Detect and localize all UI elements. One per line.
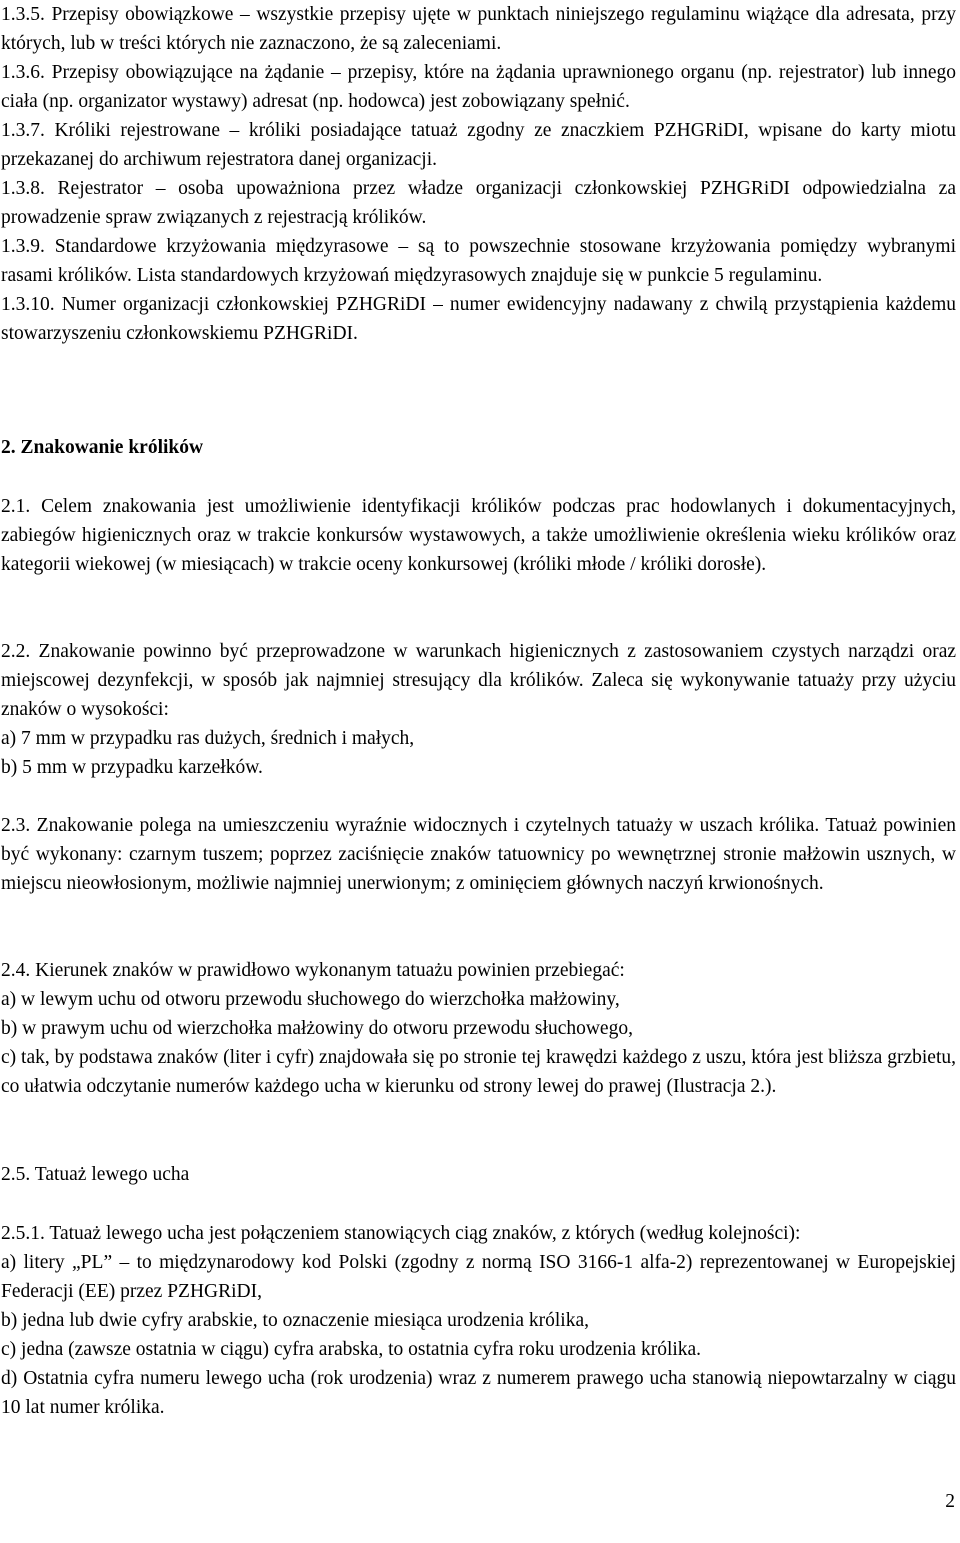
paragraph-2-2: 2.2. Znakowanie powinno być przeprowadzone w warunkach higienicznych z zastosowaniem czystych narządzi oraz miejscowej dezynfekcji, w sposób jak najmniej stresujący dla królików. Zaleca się wykonywanie tatuaży przy użyciu znaków o wysokości: <box>1 641 956 720</box>
list-item-2-5-1-b: b) jedna lub dwie cyfry arabskie, to oznaczenie miesiąca urodzenia królika, <box>1 1310 589 1331</box>
subsection-2-5-block <box>1 1160 956 1189</box>
paragraph-2-5-1: 2.5.1. Tatuaż lewego ucha jest połączeniem stanowiących ciąg znaków, z których (według kolejności): <box>1 1223 801 1244</box>
list-item-2-5-1-a: a) litery „PL” – to międzynarodowy kod Polski (zgodny z normą ISO 3166-1 alfa-2) reprezentowanej w Europejskiej Federacji (EE) przez PZHGRiDI, <box>1 1252 956 1302</box>
definition-1-3-5: 1.3.5. Przepisy obowiązkowe – wszystkie przepisy ujęte w punktach niniejszego regulaminu wiążące dla adresata, przy których, lub w treści których nie zaznaczono, że są zaleceniami. <box>1 4 956 54</box>
paragraph-2-2-block <box>1 637 956 782</box>
paragraph-2-3: 2.3. Znakowanie polega na umieszczeniu wyraźnie widocznych i czytelnych tatuaży w uszach królika. Tatuaż powinien być wykonany: czarnym tuszem; poprzez zaciśnięcie znaków tatuownicy po wewnętrznej stronie małżowin usznych, w miejscu nieowłosionym, możliwie najmniej unerwionym; z ominięciem głównych naczyń krwionośnych. <box>1 815 956 894</box>
definition-1-3-10: 1.3.10. Numer organizacji członkowskiej PZHGRiDI – numer ewidencyjny nadawany z chwilą przystąpienia każdemu stowarzyszeniu członkowskiemu PZHGRiDI. <box>1 294 956 344</box>
paragraph-2-1-block <box>1 492 956 579</box>
paragraph-2-4: 2.4. Kierunek znaków w prawidłowo wykonanym tatuażu powinien przebiegać: <box>1 960 625 981</box>
list-item-2-2-a: a) 7 mm w przypadku ras dużych, średnich i małych, <box>1 728 415 749</box>
subsection-title-2-5: 2.5. Tatuaż lewego ucha <box>1 1164 190 1185</box>
definition-1-3-9: 1.3.9. Standardowe krzyżowania międzyrasowe – są to powszechnie stosowane krzyżowania pomiędzy wybranymi rasami królików. Lista standardowych krzyżowań międzyrasowych znajduje się w punkcie 5 regulaminu. <box>1 236 956 286</box>
list-item-2-4-c: c) tak, by podstawa znaków (liter i cyfr) znajdowała się po stronie tej krawędzi każdego z uszu, która jest bliższa grzbietu, co ułatwia odczytanie numerów każdego ucha w kierunku od strony lewej do prawej (Ilustracja 2.). <box>1 1047 956 1097</box>
page-number: 2 <box>945 1491 955 1512</box>
definition-1-3-7: 1.3.7. Króliki rejestrowane – króliki posiadające tatuaż zgodny ze znaczkiem PZHGRiDI, wpisane do karty miotu przekazanej do archiwum rejestratora danej organizacji. <box>1 120 956 170</box>
paragraph-2-1: 2.1. Celem znakowania jest umożliwienie identyfikacji królików podczas prac hodowlanych i dokumentacyjnych, zabiegów higienicznych oraz w trakcie konkursów wystawowych, a także umożliwienie określenia wieku królików oraz kategorii wiekowej (w miesiącach) w trakcie oceny konkursowej (króliki młode / króliki dorosłe). <box>1 496 956 575</box>
paragraph-2-4-block <box>1 956 956 1101</box>
paragraph-2-5-1-block <box>1 1219 956 1422</box>
section-2-heading-block <box>1 433 956 462</box>
list-item-2-5-1-d: d) Ostatnia cyfra numeru lewego ucha (rok urodzenia) wraz z numerem prawego ucha stanowią niepowtarzalny w ciągu 10 lat numer królika. <box>1 1368 956 1418</box>
list-item-2-4-a: a) w lewym uchu od otworu przewodu słuchowego do wierzchołka małżowiny, <box>1 989 620 1010</box>
definition-1-3-8: 1.3.8. Rejestrator – osoba upoważniona przez władze organizacji członkowskiej PZHGRiDI odpowiedzialna za prowadzenie spraw związanych z rejestracją królików. <box>1 178 956 228</box>
paragraph-2-3-block <box>1 811 956 898</box>
definition-1-3-6: 1.3.6. Przepisy obowiązujące na żądanie – przepisy, które na żądania uprawnionego organu (np. rejestrator) lub innego ciała (np. organizator wystawy) adresat (np. hodowca) jest zobowiązany spełnić. <box>1 62 956 112</box>
list-item-2-4-b: b) w prawym uchu od wierzchołka małżowiny do otworu przewodu słuchowego, <box>1 1018 633 1039</box>
definitions-block <box>1 0 956 348</box>
list-item-2-2-b: b) 5 mm w przypadku karzełków. <box>1 757 263 778</box>
section-heading: 2. Znakowanie królików <box>1 437 204 458</box>
list-item-2-5-1-c: c) jedna (zawsze ostatnia w ciągu) cyfra arabska, to ostatnia cyfra roku urodzenia królika. <box>1 1339 702 1360</box>
